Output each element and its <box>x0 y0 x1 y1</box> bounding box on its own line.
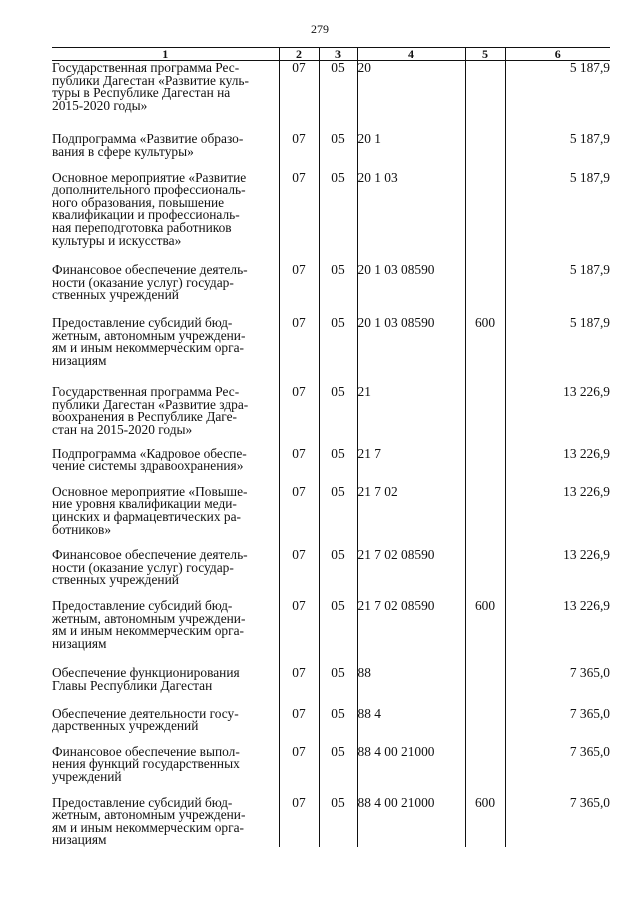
spacer-cell <box>319 302 357 316</box>
expense-type-code: 600 <box>465 599 505 650</box>
row-name-line: ние уровня квалификации меди- <box>52 496 237 512</box>
spacer-cell <box>505 159 610 171</box>
expense-type-code: 600 <box>465 796 505 847</box>
target-article-code: 21 <box>357 385 465 436</box>
row-spacer <box>52 112 610 132</box>
amount: 5 187,9 <box>569 169 610 185</box>
row-spacer <box>52 650 610 666</box>
row-name-cell <box>52 745 279 784</box>
row-name-line: Финансовое обеспечение деятель- <box>52 547 248 563</box>
row-name-cell <box>52 666 279 692</box>
amount: 7 365,0 <box>569 665 610 681</box>
row-name-line: учреждений <box>52 768 122 784</box>
row-name-line: Финансовое обеспечение деятель- <box>52 262 248 278</box>
row-name-line: ботников» <box>52 521 112 537</box>
row-name-line: Основное мероприятие «Повыше- <box>52 483 248 499</box>
target-article-code: 20 1 03 08590 <box>357 316 465 367</box>
spacer-cell <box>279 693 319 707</box>
row-name-line: культуры и искусства» <box>52 232 182 248</box>
spacer-cell <box>465 112 505 132</box>
spacer-cell <box>505 302 610 316</box>
table-row <box>52 61 610 113</box>
row-spacer <box>52 367 610 385</box>
row-name-cell <box>52 447 279 473</box>
row-name-line: туры в Республике Дагестан на <box>52 85 231 101</box>
row-spacer <box>52 784 610 796</box>
subsection-code: 05 <box>319 796 357 847</box>
header-col-6: 6 <box>505 48 610 61</box>
table-row <box>52 385 610 436</box>
row-name-line: Государственная программа Рес- <box>52 60 240 75</box>
amount: 5 187,9 <box>569 314 610 330</box>
target-article-code: 21 7 02 08590 <box>357 548 465 587</box>
row-name-line: низациям <box>52 635 107 651</box>
spacer-cell <box>505 784 610 796</box>
row-name-cell <box>52 132 279 158</box>
row-name-line: Главы Республики Дагестан <box>52 677 213 693</box>
row-name-line: вания в сфере культуры» <box>52 143 194 159</box>
spacer-cell <box>319 733 357 745</box>
row-name-line: Основное мероприятие «Развитие <box>52 169 247 185</box>
expense-type-code <box>465 745 505 784</box>
target-article-code: 21 7 <box>357 447 465 473</box>
row-name-line: Предоставление субсидий бюд- <box>52 314 233 330</box>
row-name-line: Предоставление субсидий бюд- <box>52 598 233 613</box>
row-spacer <box>52 247 610 263</box>
spacer-cell <box>357 302 465 316</box>
row-name-cell <box>52 796 279 847</box>
amount: 5 187,9 <box>569 60 610 75</box>
row-name-line: жетным, автономным учреждени- <box>52 327 246 343</box>
amount: 5 187,9 <box>569 262 610 278</box>
spacer-cell <box>505 367 610 385</box>
expense-type-code <box>465 385 505 436</box>
spacer-cell <box>357 247 465 263</box>
spacer-cell <box>465 247 505 263</box>
table-row <box>52 796 610 847</box>
subsection-code: 05 <box>319 263 357 302</box>
subsection-code: 05 <box>319 548 357 587</box>
spacer-cell <box>319 112 357 132</box>
amount: 5 187,9 <box>569 131 610 147</box>
row-name-cell <box>52 548 279 587</box>
spacer-cell <box>52 159 279 171</box>
subsection-code: 05 <box>319 447 357 473</box>
table-row <box>52 447 610 473</box>
target-article-code: 20 <box>357 61 465 113</box>
spacer-cell <box>357 650 465 666</box>
amount: 13 226,9 <box>563 384 610 400</box>
row-name-line: ям и иным некоммерческим орга- <box>52 340 245 356</box>
amount: 13 226,9 <box>563 483 610 499</box>
spacer-cell <box>357 112 465 132</box>
section-code: 07 <box>279 796 319 847</box>
table-row <box>52 666 610 692</box>
row-name-line: жетным, автономным учреждени- <box>52 610 246 626</box>
table-row <box>52 707 610 733</box>
section-code: 07 <box>279 171 319 248</box>
header-col-3: 3 <box>319 48 357 61</box>
row-name-line: Обеспечение деятельности госу- <box>52 705 239 721</box>
subsection-code: 05 <box>319 485 357 536</box>
row-name-line: воохранения в Республике Даге- <box>52 409 238 425</box>
expense-type-code <box>465 485 505 536</box>
spacer-cell <box>357 159 465 171</box>
spacer-cell <box>465 733 505 745</box>
row-name-line: ственных учреждений <box>52 572 179 588</box>
header-col-4: 4 <box>357 48 465 61</box>
row-spacer <box>52 733 610 745</box>
spacer-cell <box>279 650 319 666</box>
row-name-line: Обеспечение функционирования <box>52 665 240 681</box>
spacer-cell <box>279 367 319 385</box>
spacer-cell <box>52 302 279 316</box>
row-name-cell <box>52 485 279 536</box>
row-name-line: низациям <box>52 832 107 848</box>
subsection-code: 05 <box>319 316 357 367</box>
section-code: 07 <box>279 263 319 302</box>
spacer-cell <box>357 367 465 385</box>
row-name-line: Государственная программа Рес- <box>52 384 240 400</box>
row-name-line: дарственных учреждений <box>52 718 199 734</box>
spacer-cell <box>319 367 357 385</box>
table-row <box>52 599 610 650</box>
table-row <box>52 745 610 784</box>
table-row <box>52 263 610 302</box>
row-name-line: жетным, автономным учреждени- <box>52 807 246 823</box>
expense-type-code: 600 <box>465 316 505 367</box>
table-row <box>52 171 610 248</box>
spacer-cell <box>465 302 505 316</box>
amount: 13 226,9 <box>563 598 610 613</box>
row-spacer <box>52 693 610 707</box>
row-name-line: квалификации и профессиональ- <box>52 207 240 223</box>
row-spacer <box>52 159 610 171</box>
amount: 7 365,0 <box>569 794 610 810</box>
spacer-cell <box>319 693 357 707</box>
row-name-line: публики Дагестан «Развитие куль- <box>52 72 249 88</box>
table-row <box>52 316 610 367</box>
spacer-cell <box>465 650 505 666</box>
spacer-cell <box>505 247 610 263</box>
spacer-cell <box>505 650 610 666</box>
row-name-line: чение системы здравоохранения» <box>52 458 244 474</box>
table-row <box>52 548 610 587</box>
table-row <box>52 485 610 536</box>
amount: 13 226,9 <box>563 547 610 563</box>
table-body <box>52 61 610 847</box>
target-article-code: 20 1 03 <box>357 171 465 248</box>
row-name-line: Подпрограмма «Развитие образо- <box>52 131 244 147</box>
subsection-code: 05 <box>319 385 357 436</box>
subsection-code: 05 <box>319 61 357 113</box>
spacer-cell <box>505 733 610 745</box>
section-code: 07 <box>279 316 319 367</box>
spacer-cell <box>505 693 610 707</box>
header-col-1: 1 <box>52 48 279 61</box>
row-name-line: публики Дагестан «Развитие здра- <box>52 396 249 412</box>
header-col-5: 5 <box>465 48 505 61</box>
spacer-cell <box>465 437 505 447</box>
subsection-code: 05 <box>319 745 357 784</box>
expense-type-code <box>465 171 505 248</box>
target-article-code: 88 <box>357 666 465 692</box>
row-name-line: дополнительного профессиональ- <box>52 182 246 198</box>
spacer-cell <box>319 650 357 666</box>
spacer-cell <box>279 784 319 796</box>
row-name-line: ная переподготовка работников <box>52 219 232 235</box>
subsection-code: 05 <box>319 707 357 733</box>
row-name-line: низациям <box>52 352 107 368</box>
target-article-code: 21 7 02 08590 <box>357 599 465 650</box>
section-code: 07 <box>279 485 319 536</box>
row-name-line: ности (оказание услуг) государ- <box>52 274 234 290</box>
target-article-code: 88 4 00 21000 <box>357 796 465 847</box>
section-code: 07 <box>279 447 319 473</box>
subsection-code: 05 <box>319 171 357 248</box>
expense-type-code <box>465 263 505 302</box>
spacer-cell <box>319 247 357 263</box>
section-code: 07 <box>279 548 319 587</box>
amount: 7 365,0 <box>569 705 610 721</box>
spacer-cell <box>52 112 279 132</box>
row-name-cell <box>52 316 279 367</box>
row-name-cell <box>52 171 279 248</box>
spacer-cell <box>52 650 279 666</box>
target-article-code: 88 4 <box>357 707 465 733</box>
target-article-code: 88 4 00 21000 <box>357 745 465 784</box>
target-article-code: 21 7 02 <box>357 485 465 536</box>
row-name-cell <box>52 385 279 436</box>
section-code: 07 <box>279 385 319 436</box>
row-name-cell <box>52 707 279 733</box>
page-number: 279 <box>311 22 329 36</box>
spacer-cell <box>465 693 505 707</box>
section-code: 07 <box>279 599 319 650</box>
row-name-line: стан на 2015-2020 годы» <box>52 422 193 438</box>
section-code: 07 <box>279 61 319 113</box>
spacer-cell <box>465 159 505 171</box>
row-name-line: 2015-2020 годы» <box>52 97 148 113</box>
spacer-cell <box>465 784 505 796</box>
spacer-cell <box>52 693 279 707</box>
subsection-code: 05 <box>319 666 357 692</box>
section-code: 07 <box>279 707 319 733</box>
spacer-cell <box>319 159 357 171</box>
spacer-cell <box>52 247 279 263</box>
row-name-line: ям и иным некоммерческим орга- <box>52 623 245 639</box>
row-name-line: ям и иным некоммерческим орга- <box>52 819 245 835</box>
section-code: 07 <box>279 666 319 692</box>
row-name-cell <box>52 263 279 302</box>
row-name-line: нения функций государственных <box>52 756 240 772</box>
spacer-cell <box>279 302 319 316</box>
section-code: 07 <box>279 132 319 158</box>
spacer-cell <box>465 536 505 548</box>
expense-type-code <box>465 132 505 158</box>
row-name-line: ности (оказание услуг) государ- <box>52 559 234 575</box>
row-name-line: ного образования, повышение <box>52 194 225 210</box>
row-name-line: ственных учреждений <box>52 287 179 303</box>
budget-table <box>52 47 610 847</box>
row-name-cell <box>52 61 279 113</box>
spacer-cell <box>357 693 465 707</box>
row-name-cell <box>52 599 279 650</box>
amount: 13 226,9 <box>563 445 610 461</box>
spacer-cell <box>465 367 505 385</box>
spacer-cell <box>319 784 357 796</box>
row-name-line: Предоставление субсидий бюд- <box>52 794 233 810</box>
row-spacer <box>52 302 610 316</box>
table-row <box>52 132 610 158</box>
row-name-line: цинских и фармацевтических ра- <box>52 509 241 525</box>
spacer-cell <box>465 473 505 485</box>
spacer-cell <box>52 784 279 796</box>
expense-type-code <box>465 666 505 692</box>
expense-type-code <box>465 447 505 473</box>
spacer-cell <box>279 112 319 132</box>
row-name-line: Финансовое обеспечение выпол- <box>52 743 240 759</box>
expense-type-code <box>465 548 505 587</box>
subsection-code: 05 <box>319 132 357 158</box>
spacer-cell <box>279 247 319 263</box>
header-row <box>52 48 610 61</box>
target-article-code: 20 1 <box>357 132 465 158</box>
spacer-cell <box>279 733 319 745</box>
spacer-cell <box>52 367 279 385</box>
header-col-2: 2 <box>279 48 319 61</box>
section-code: 07 <box>279 745 319 784</box>
spacer-cell <box>505 112 610 132</box>
amount: 7 365,0 <box>569 743 610 759</box>
spacer-cell <box>52 733 279 745</box>
subsection-code: 05 <box>319 599 357 650</box>
target-article-code: 20 1 03 08590 <box>357 263 465 302</box>
expense-type-code <box>465 61 505 113</box>
spacer-cell <box>357 733 465 745</box>
expense-type-code <box>465 707 505 733</box>
spacer-cell <box>279 159 319 171</box>
spacer-cell <box>357 784 465 796</box>
row-name-line: Подпрограмма «Кадровое обеспе- <box>52 445 247 461</box>
